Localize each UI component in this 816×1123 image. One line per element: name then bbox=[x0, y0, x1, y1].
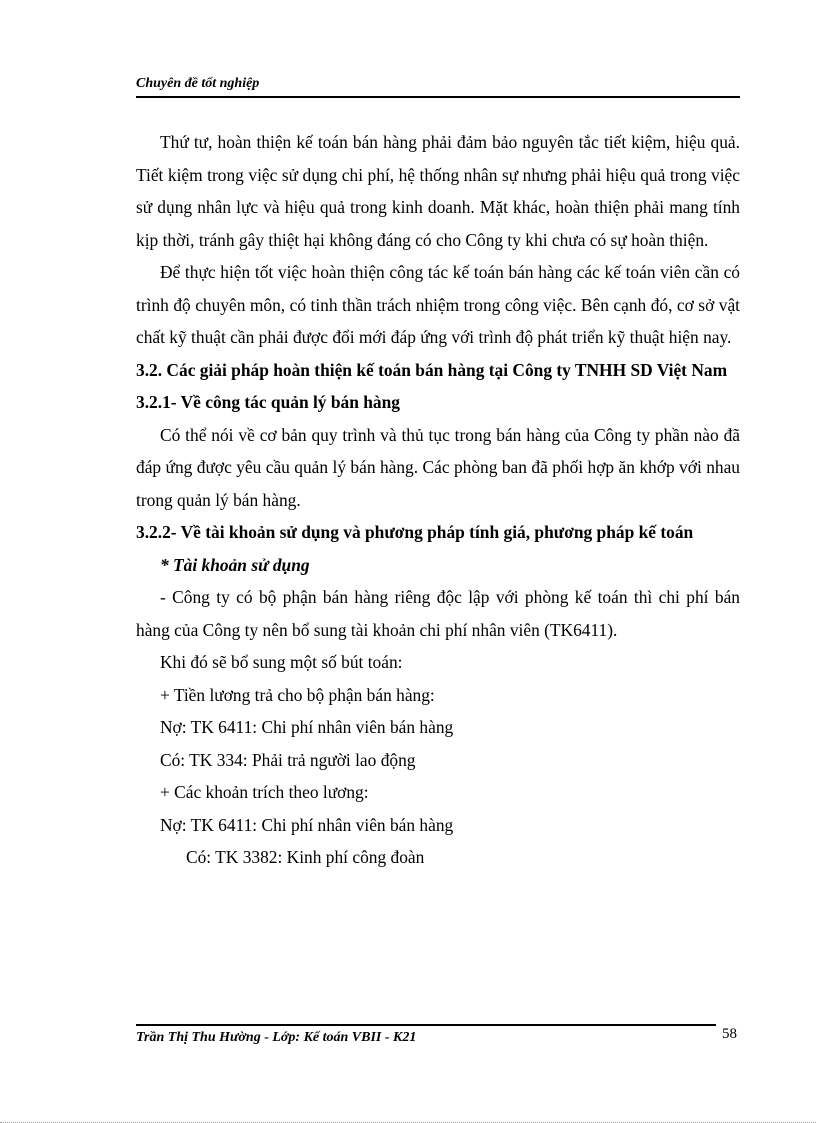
entry-line-3: Nợ: TK 6411: Chi phí nhân viên bán hàng bbox=[160, 717, 454, 737]
page-header bbox=[136, 76, 740, 98]
section-heading-3-2-2: 3.2.2- Về tài khoản sử dụng và phương pháp tính giá, phương pháp kế toán bbox=[136, 522, 694, 542]
entry-line-4: Có: TK 334: Phải trả người lao động bbox=[160, 749, 416, 770]
document-body bbox=[136, 126, 740, 874]
entry-line-1: Khi đó sẽ bổ sung một số bút toán: bbox=[160, 652, 403, 672]
paragraph-1: Thứ tư, hoàn thiện kế toán bán hàng phải đảm bảo nguyên tắc tiết kiệm, hiệu quả. Tiết kiệm trong việc sử dụng chi phí, hệ thống nhân sự nhưng phải hiệu quả trong việc sử dụng nhân lực và hiệu quả trong kinh doanh. Mặt khác, hoàn thiện phải mang tính kịp thời, tránh gây thiệt hại không đáng có cho Công ty khi chưa có sự hoàn thiện. bbox=[136, 132, 740, 250]
entry-line-5: + Các khoản trích theo lương: bbox=[160, 782, 369, 802]
footer-author: Trần Thị Thu Hường - Lớp: Kế toán VBII - K21 bbox=[136, 1030, 417, 1045]
sub-heading-accounts: * Tài khoản sử dụng bbox=[160, 554, 310, 575]
footer-divider bbox=[136, 1024, 716, 1026]
section-heading-3-2: 3.2. Các giải pháp hoàn thiện kế toán bán hàng tại Công ty TNHH SD Việt Nam bbox=[136, 359, 728, 380]
paragraph-2: Để thực hiện tốt việc hoàn thiện công tác kế toán bán hàng các kế toán viên cần có trình độ chuyên môn, có tinh thần trách nhiệm trong công việc. Bên cạnh đó, cơ sở vật chất kỹ thuật cần phải được đổi mới đáp ứng với trình độ phát triển kỹ thuật hiện nay. bbox=[136, 262, 740, 347]
entry-line-6: Nợ: TK 6411: Chi phí nhân viên bán hàng bbox=[160, 814, 454, 835]
entry-line-2: + Tiền lương trả cho bộ phận bán hàng: bbox=[160, 684, 435, 705]
paragraph-3: Có thể nói về cơ bản quy trình và thủ tục trong bán hàng của Công ty phần nào đã đáp ứng được yêu cầu quản lý bán hàng. Các phòng ban đã phối hợp ăn khớp với nhau trong quản lý bán hàng. bbox=[136, 424, 740, 510]
header-title: Chuyên đề tốt nghiệp bbox=[136, 76, 260, 91]
page-number: 58 bbox=[722, 1026, 737, 1042]
section-heading-3-2-1: 3.2.1- Về công tác quản lý bán hàng bbox=[136, 392, 400, 412]
paragraph-4: - Công ty có bộ phận bán hàng riêng độc lập với phòng kế toán thì chi phí bán hàng của Công ty nên bổ sung tài khoản chi phí nhân viên (TK6411). bbox=[136, 587, 740, 640]
entry-line-7: Có: TK 3382: Kinh phí công đoàn bbox=[186, 847, 425, 867]
